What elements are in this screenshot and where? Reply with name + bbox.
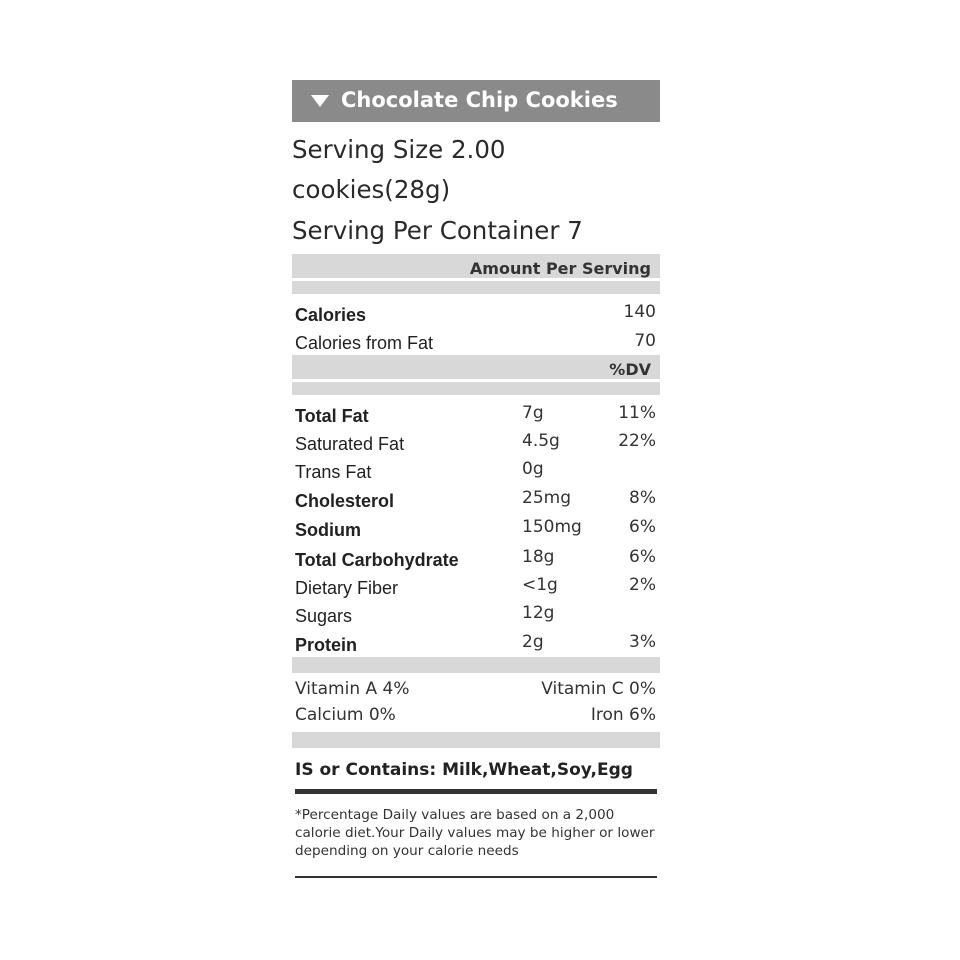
collapse-header[interactable] (292, 80, 660, 122)
caret-down-icon[interactable] (311, 95, 329, 107)
nutrient-dv: 6% (629, 547, 656, 567)
nutrient-label: Cholesterol (295, 491, 395, 511)
daily-value-footnote: *Percentage Daily values are based on a 2,000 calorie diet.Your Daily values may be higher or lower depending on your calorie needs (295, 807, 655, 859)
calories-from-fat-value: 70 (634, 331, 656, 351)
nutrient-amount: 0g (522, 459, 544, 479)
nutrient-label: Total Carbohydrate (295, 550, 459, 570)
amount-per-serving-label: Amount Per Serving (469, 259, 651, 278)
serving-size-unit: cookies(28g) (292, 175, 451, 204)
calcium: Calcium 0% (295, 705, 396, 725)
nutrient-label: Sodium (295, 520, 361, 540)
nutrient-dv: 2% (629, 575, 656, 595)
nutrient-label: Protein (295, 635, 358, 655)
dv-band (292, 355, 660, 395)
nutrient-amount: 12g (522, 603, 555, 623)
amount-per-serving-band (292, 254, 660, 294)
nutrient-amount: 2g (522, 632, 544, 652)
nutrient-label: Dietary Fiber (295, 578, 399, 598)
nutrient-amount: 150mg (522, 517, 582, 537)
allergen-band (292, 732, 660, 748)
nutrient-amount: 25mg (522, 488, 571, 508)
band-divider (292, 379, 660, 382)
iron: Iron 6% (590, 705, 656, 725)
nutrient-label: Total Fat (295, 406, 369, 426)
nutrient-label: Trans Fat (295, 462, 372, 482)
nutrient-amount: 18g (522, 547, 555, 567)
product-title: Chocolate Chip Cookies (341, 88, 618, 112)
dv-label: %DV (609, 360, 651, 379)
band-divider (292, 278, 660, 281)
nutrient-amount: 4.5g (522, 431, 560, 451)
nutrient-amount: 7g (522, 403, 544, 423)
thick-divider (295, 789, 657, 794)
vitamin-a: Vitamin A 4% (295, 679, 410, 699)
servings-per-container: Serving Per Container 7 (292, 216, 583, 245)
nutrient-label: Saturated Fat (295, 434, 405, 454)
calories-from-fat-label: Calories from Fat (295, 333, 434, 353)
calories-label: Calories (295, 305, 367, 325)
nutrient-dv: 22% (618, 431, 656, 451)
vitamin-band (292, 657, 660, 673)
nutrient-label: Sugars (295, 606, 353, 626)
nutrient-dv: 6% (629, 517, 656, 537)
nutrient-amount: <1g (522, 575, 558, 595)
nutrient-dv: 3% (629, 632, 656, 652)
serving-size: Serving Size 2.00 (292, 135, 506, 164)
allergen-statement: IS or Contains: Milk,Wheat,Soy,Egg (295, 760, 633, 780)
nutrient-dv: 8% (629, 488, 656, 508)
nutrient-dv: 11% (618, 403, 656, 423)
vitamin-c: Vitamin C 0% (541, 679, 656, 699)
calories-value: 140 (623, 302, 656, 322)
thin-divider (295, 876, 657, 878)
